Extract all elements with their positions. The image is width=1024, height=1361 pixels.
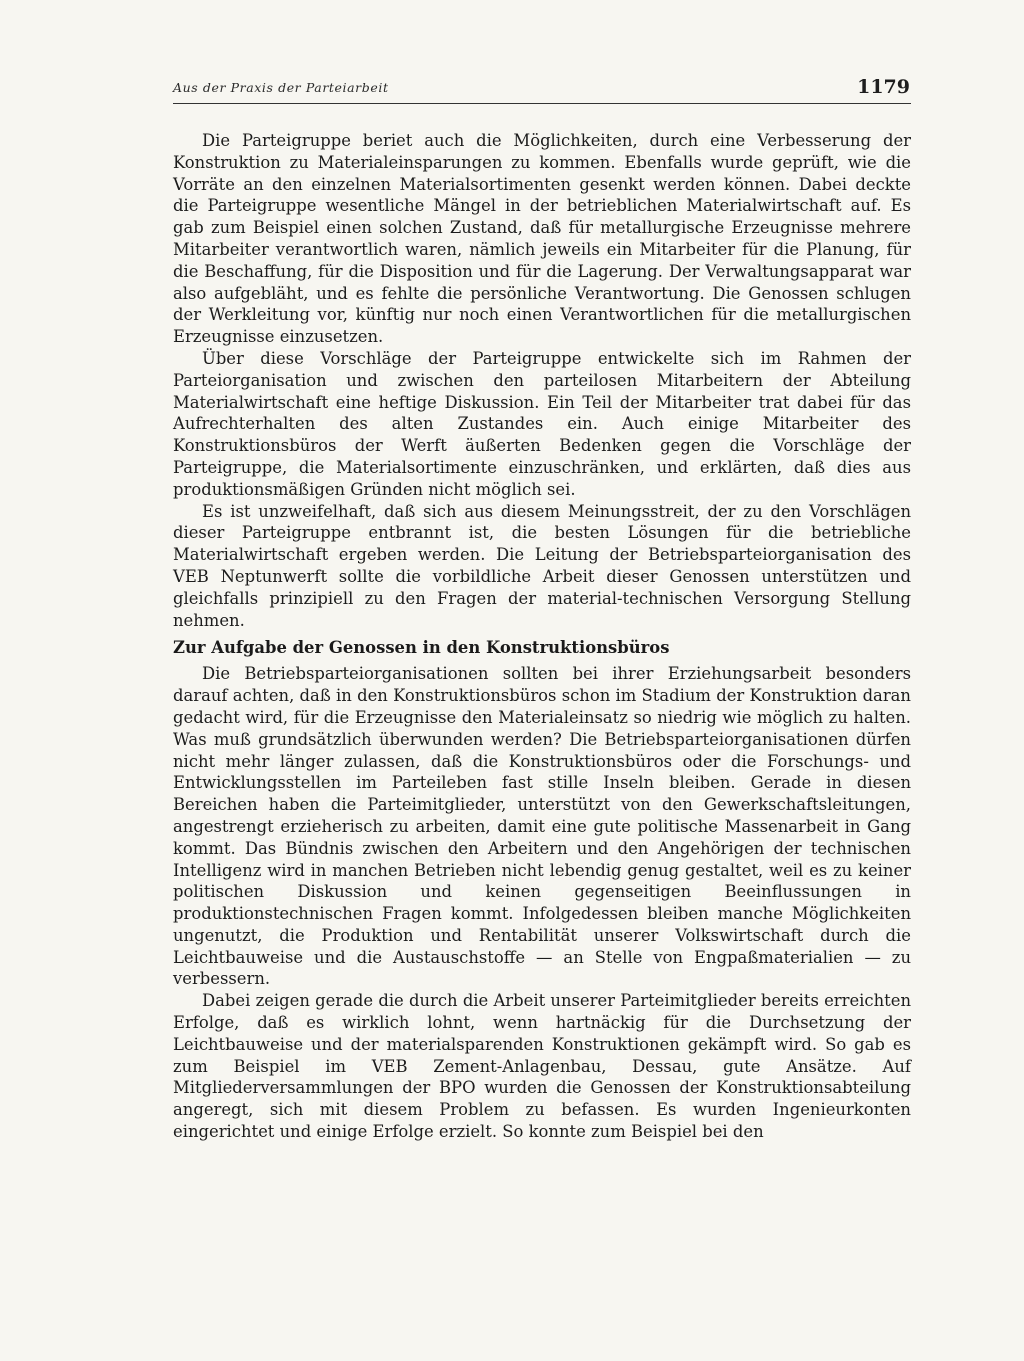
body-text [173,130,911,1143]
page-header [173,76,910,102]
header-rule [173,103,911,104]
paragraph: Die Betriebsparteiorganisationen sollten bei ihrer Erziehungsarbeit besonders darauf achten, daß in den Konstruktionsbüros schon im Stadium der Konstruktion daran gedacht wird, für die Erzeugnisse den Materialeinsatz so niedrig wie möglich zu halten. Was muß grundsätzlich überwunden werden? Die Betriebsparteiorganisationen dürfen nicht mehr länger zulassen, daß die Konstruktionsbüros oder die Forschungs- und Entwicklungsstellen im Parteileben fast stille Inseln bleiben. Gerade in diesen Bereichen haben die Parteimitglieder, unterstützt von den Gewerkschaftsleitungen, angestrengt erzieherisch zu arbeiten, damit eine gute politische Massenarbeit in Gang kommt. Das Bündnis zwischen den Arbeitern und den Angehörigen der technischen Intelligenz wird in manchen Betrieben nicht lebendig genug gestaltet, weil es zu keiner politischen Diskussion und keinen gegenseitigen Beeinflussungen in produktionstechnischen Fragen kommt. Infolgedessen bleiben manche Möglichkeiten ungenutzt, die Produktion und Rentabilität unserer Volkswirtschaft durch die Leichtbauweise und die Austauschstoffe — an Stelle von Engpaßmaterialien — zu verbessern. [173,664,911,989]
paragraph: Es ist unzweifelhaft, daß sich aus diesem Meinungsstreit, der zu den Vorschlägen dieser Parteigruppe entbrannt ist, die besten Lösungen für die betriebliche Materialwirtschaft ergeben werden. Die Leitung der Betriebsparteiorganisation des VEB Neptunwerft sollte die vorbildliche Arbeit dieser Genossen unterstützen und gleichfalls prinzipiell zu den Fragen der material-technischen Versorgung Stellung nehmen. [173,501,911,630]
paragraph: Die Parteigruppe beriet auch die Möglichkeiten, durch eine Verbesserung der Konstruktion zu Materialeinsparungen zu kommen. Ebenfalls wurde geprüft, wie die Vorräte an den einzelnen Materialsortimenten gesenkt werden können. Dabei deckte die Parteigruppe wesentliche Mängel in der betrieblichen Materialwirtschaft auf. Es gab zum Beispiel einen solchen Zustand, daß für metallurgische Erzeugnisse mehrere Mitarbeiter verantwortlich waren, nämlich jeweils ein Mitarbeiter für die Planung, für die Beschaffung, für die Disposition und für die Lagerung. Der Verwaltungsapparat war also aufgebläht, und es fehlte die persönliche Verantwortung. Die Genossen schlugen der Werkleitung vor, künftig nur noch einen Verantwortlichen für die metallurgischen Erzeugnisse einzusetzen. [173,131,911,347]
paragraph: Über diese Vorschläge der Parteigruppe entwickelte sich im Rahmen der Parteiorganisation und zwischen den parteilosen Mitarbeitern der Abteilung Materialwirtschaft eine heftige Diskussion. Ein Teil der Mitarbeiter trat dabei für das Aufrechterhalten des alten Zustandes ein. Auch einige Mitarbeiter des Konstruktionsbüros der Werft äußerten Bedenken gegen die Vorschläge der Parteigruppe, die Materialsortimente einzuschränken, und erklärten, daß dies aus produktionsmäßigen Gründen nicht möglich sei. [173,348,911,499]
paragraph: Dabei zeigen gerade die durch die Arbeit unserer Parteimitglieder bereits erreichten Erfolge, daß es wirklich lohnt, wenn hartnäckig für die Durchsetzung der Leichtbauweise und der materialsparenden Konstruktionen gekämpft wird. So gab es zum Beispiel im VEB Zement-Anlagenbau, Dessau, gute Ansätze. Auf Mitgliederversammlungen der BPO wurden die Genossen der Konstruktionsabteilung angeregt, sich mit diesem Problem zu befassen. Es wurden Ingenieurkonten eingerichtet und einige Erfolge erzielt. So konnte zum Beispiel bei den [173,991,911,1142]
running-head: Aus der Praxis der Parteiarbeit [173,80,389,95]
section-heading: Zur Aufgabe der Genossen in den Konstruktionsbüros [173,638,670,658]
page-number: 1179 [857,76,910,98]
